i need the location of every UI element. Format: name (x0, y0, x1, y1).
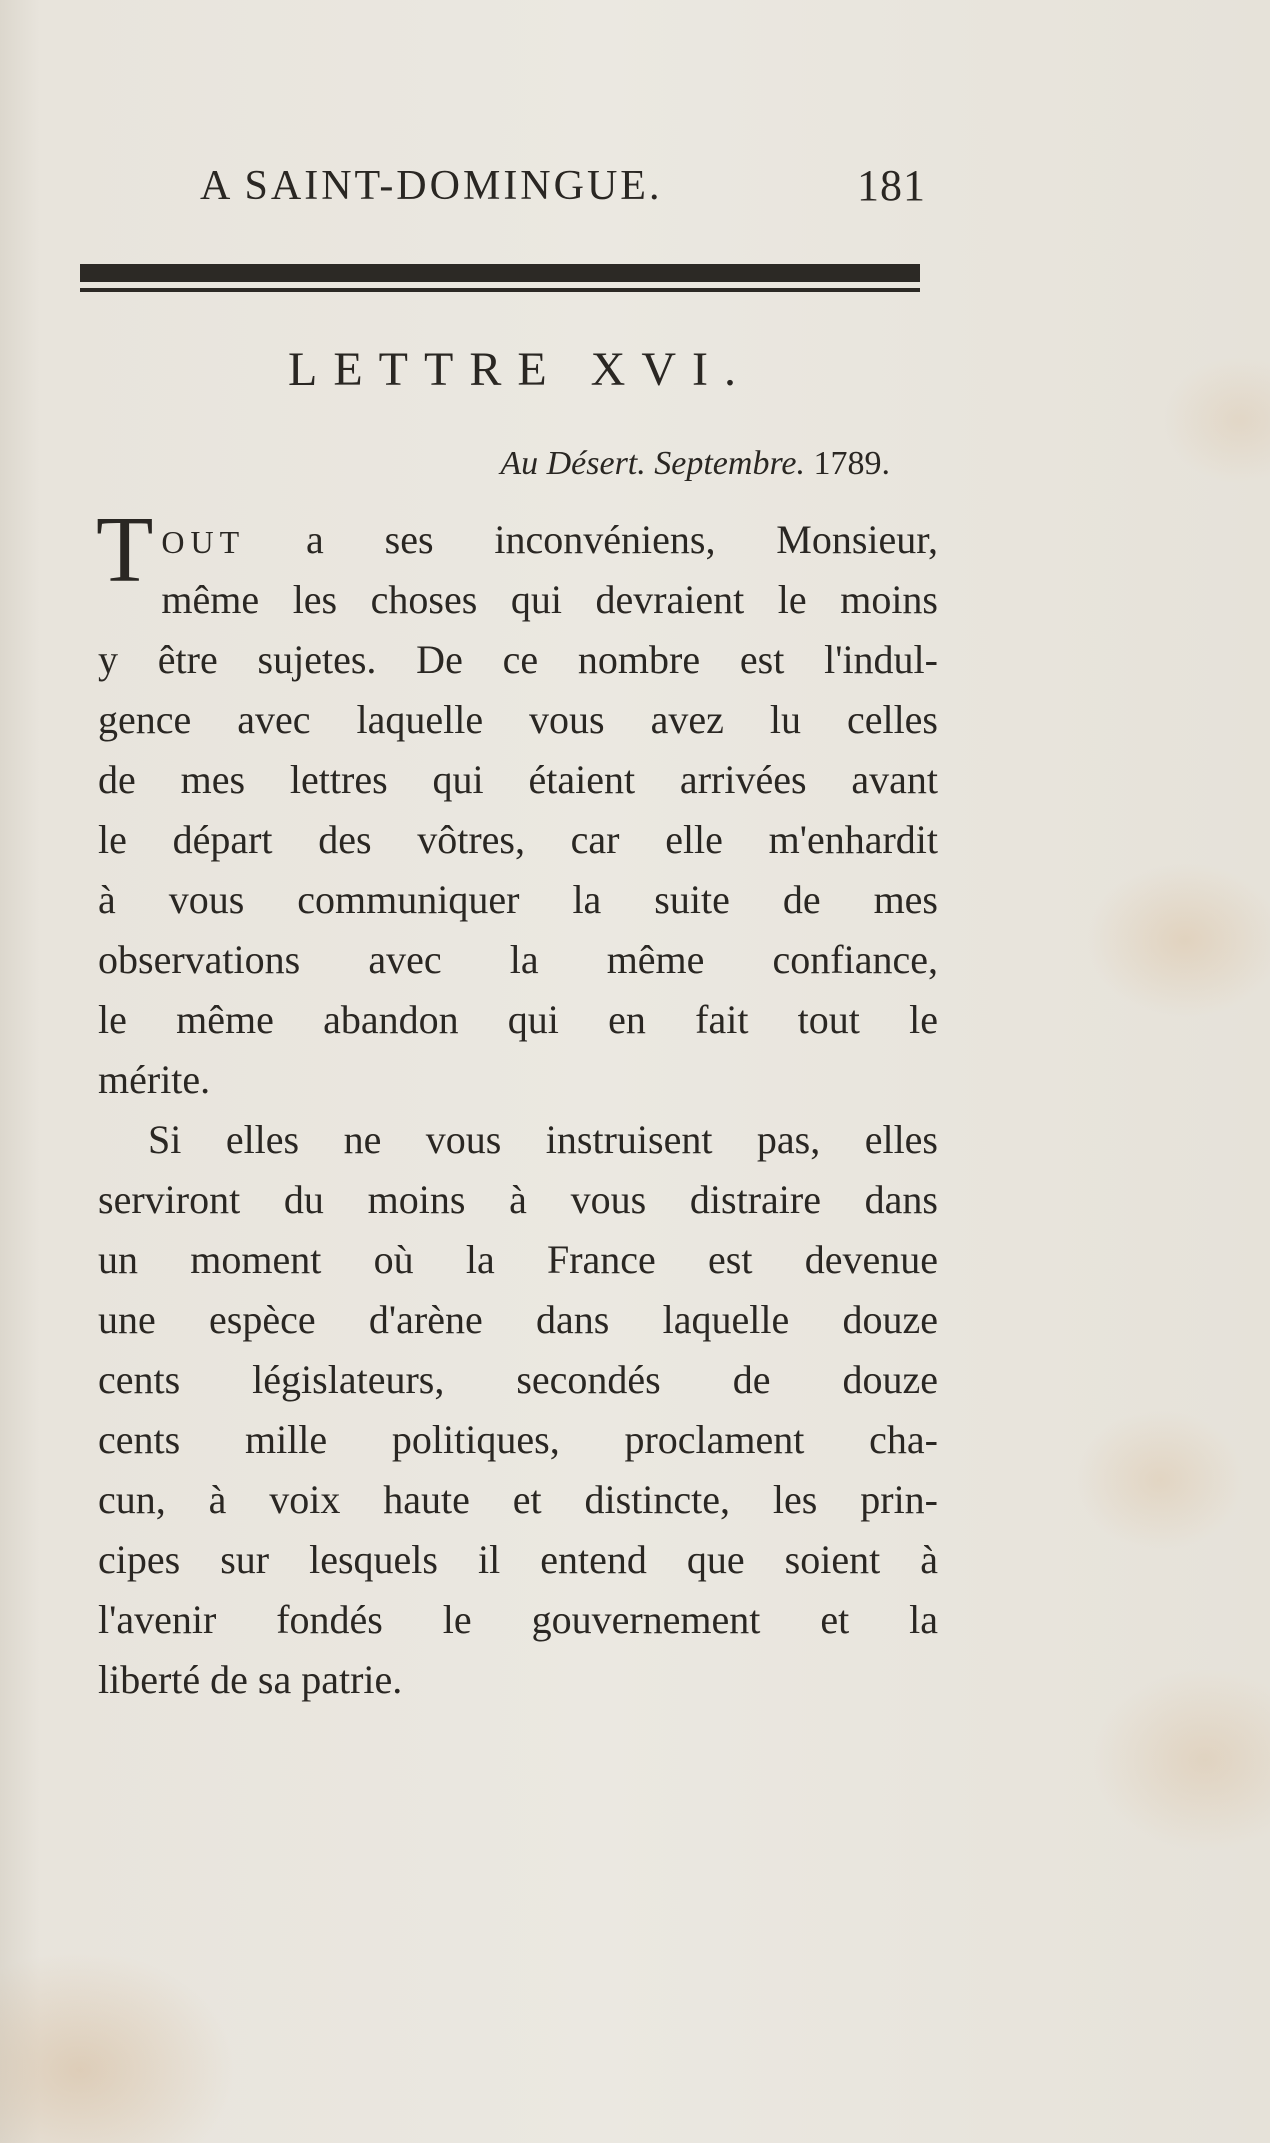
text-line: le départ des vôtres, car elle m'enhardit (98, 817, 938, 862)
text-line: cents mille politiques, proclament cha- (98, 1417, 938, 1462)
text-line: l'avenir fondés le gouvernement et la (98, 1597, 938, 1642)
page-number: 181 (857, 161, 926, 210)
text-line: de mes lettres qui étaient arrivées avant (98, 757, 938, 802)
text-line: serviront du moins à vous distraire dans (98, 1177, 938, 1222)
text-line: liberté de sa patrie. (98, 1657, 403, 1702)
letter-body (96, 498, 939, 1710)
text-line: même les choses qui devraient le moins (161, 577, 938, 622)
text-line: Si elles ne vous instruisent pas, elles (148, 1117, 938, 1162)
letter-title: LETTRE XVI. (288, 343, 752, 396)
dateline-place: Au Désert. Septembre. (500, 445, 805, 482)
text-line: à vous communiquer la suite de mes (98, 877, 938, 922)
text-line: une espèce d'arène dans laquelle douze (98, 1297, 938, 1342)
text-line: cun, à voix haute et distincte, les prin- (98, 1477, 938, 1522)
header-rule-thick (80, 264, 920, 282)
drop-cap: T (96, 498, 154, 602)
header-rule-thin (80, 288, 920, 292)
text-line: cents législateurs, secondés de douze (98, 1357, 938, 1402)
text-line-content: a ses inconvéniens, Monsieur, (306, 517, 939, 562)
text-line (98, 510, 938, 570)
running-head-title: A SAINT-DOMINGUE. (200, 163, 663, 209)
text-line: observations avec la même confiance, (98, 937, 938, 982)
first-word-small-caps: OUT (161, 524, 246, 560)
text-line: un moment où la France est devenue (98, 1237, 938, 1282)
running-head (200, 158, 930, 214)
dateline-year: 1789. (813, 445, 890, 482)
text-line: gence avec laquelle vous avez lu celles (98, 697, 938, 742)
text-line: mérite. (98, 1057, 211, 1102)
text-line: y être sujetes. De ce nombre est l'indul- (98, 637, 938, 682)
text-line: le même abandon qui en fait tout le (98, 997, 938, 1042)
dateline (500, 442, 890, 486)
text-line: cipes sur lesquels il entend que soient à (98, 1537, 938, 1582)
